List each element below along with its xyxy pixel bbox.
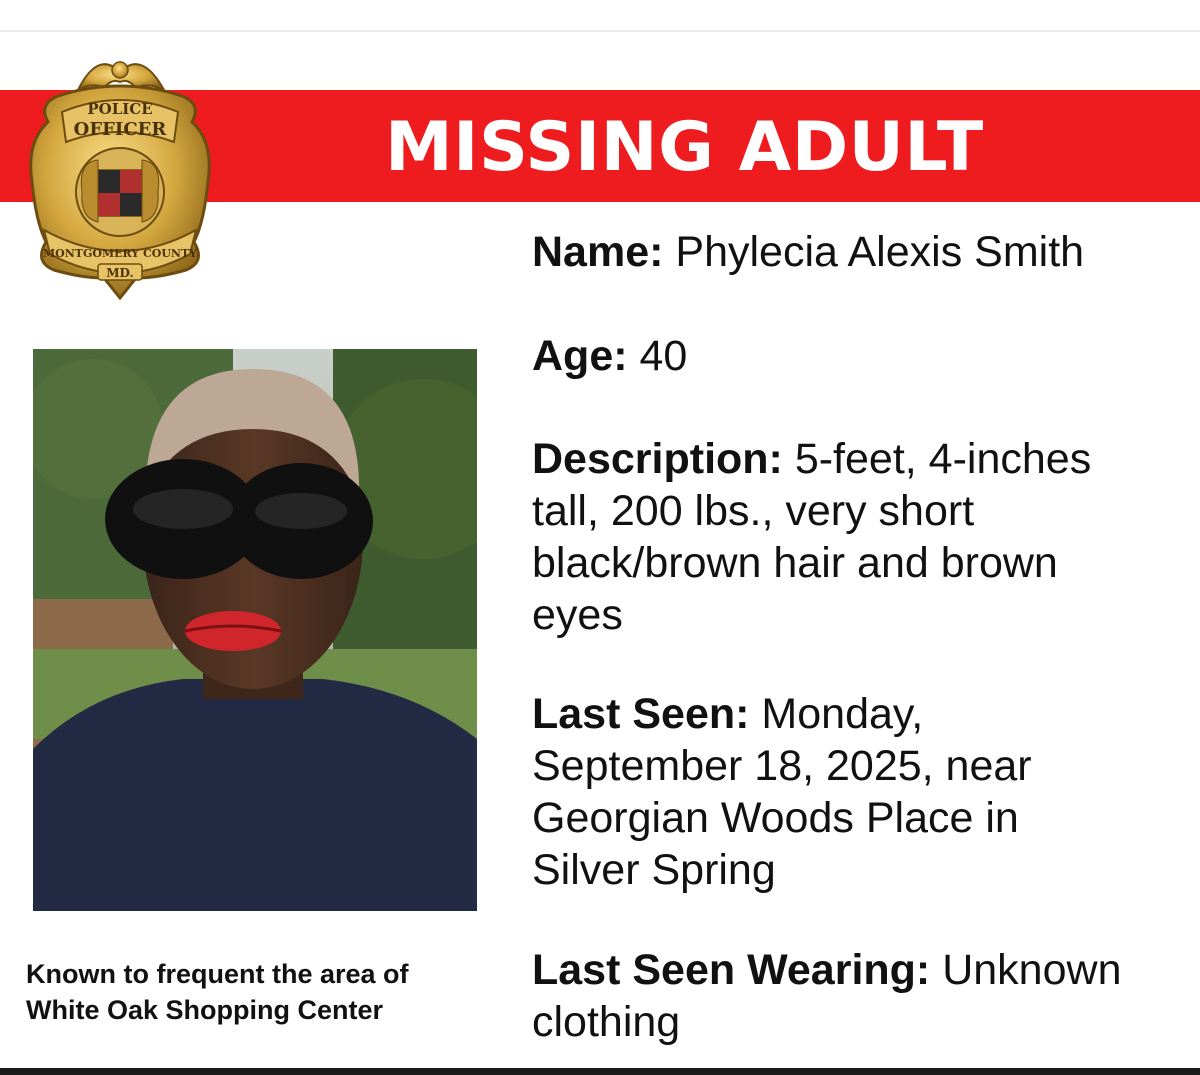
badge-text-police: POLICE: [87, 100, 153, 118]
last-seen-wearing-label: Last Seen Wearing:: [532, 946, 931, 994]
last-seen-value: Monday, September 18, 2025, near Georgian Woods Place in Silver Spring: [532, 690, 1032, 894]
badge-text-md: MD.: [106, 266, 134, 280]
badge-text-county: MONTGOMERY COUNTY: [42, 247, 198, 260]
police-badge-logo: [18, 42, 223, 304]
last-seen-label: Last Seen:: [532, 690, 750, 738]
caption-line-1: Known to frequent the area of: [26, 959, 409, 989]
last-seen-wearing-field: [532, 944, 1172, 1048]
page-title: MISSING ADULT: [385, 108, 984, 187]
top-divider: [0, 30, 1200, 32]
name-label: Name:: [532, 228, 664, 276]
missing-person-photo: [33, 349, 477, 911]
last-seen-wearing-value: Unknown clothing: [532, 946, 1122, 1046]
description-label: Description:: [532, 435, 783, 483]
bottom-border: [0, 1068, 1200, 1075]
description-field: [532, 433, 1132, 641]
last-seen-field: [532, 688, 1092, 896]
name-value: Phylecia Alexis Smith: [675, 228, 1085, 276]
badge-text-officer: OFFICER: [73, 119, 167, 140]
age-field: [532, 330, 1172, 382]
photo-caption: [26, 956, 496, 1028]
description-value: 5-feet, 4-inches tall, 200 lbs., very short black/brown hair and brown eyes: [532, 435, 1092, 639]
name-field: [532, 226, 1172, 278]
caption-line-2: White Oak Shopping Center: [26, 995, 384, 1025]
age-label: Age:: [532, 332, 628, 380]
age-value: 40: [639, 332, 688, 380]
